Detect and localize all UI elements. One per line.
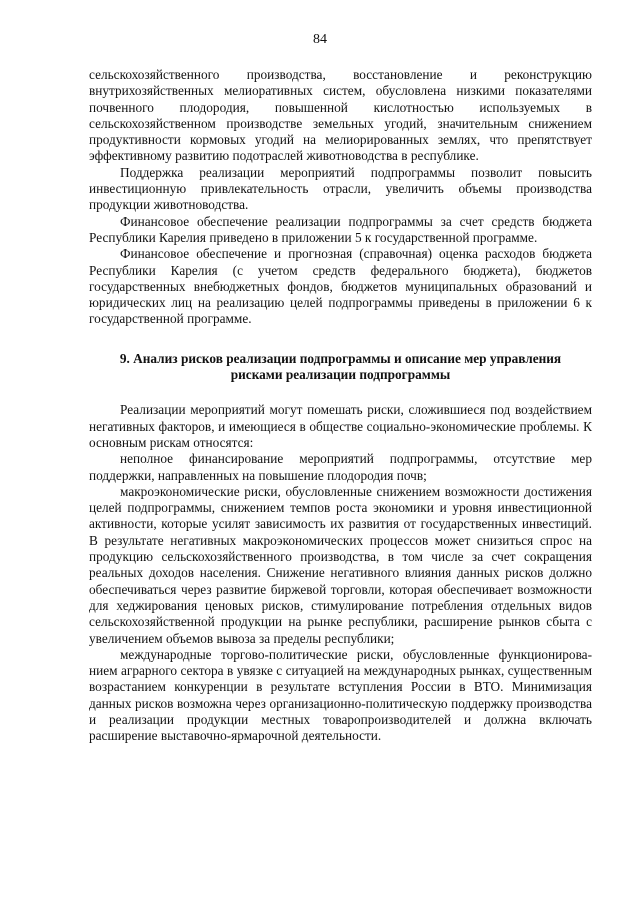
list-item: международные торгово-политические риски, обусловленные функционирова-нием аграрного сектора в увязке с ситуацией на международных рынках, существенным возрастанием конкуренции в результате вступления России в ВТО. Минимизация данных рисков возможна через организационно-политическую поддержку производства и реализации продукции местных товаропроизводителей и должна включать расширение выставочно-ярмарочной деятельности. bbox=[89, 646, 592, 744]
paragraph: Поддержка реализации мероприятий подпрограммы позволит повысить инвестиционную привлекательность отрасли, увеличить объемы производства продукции животноводства. bbox=[89, 164, 592, 213]
paragraph: Финансовое обеспечение и прогнозная (справочная) оценка расходов бюджета Республики Карелия (с учетом средств федерального бюджета), бюджетов государственных внебюджетных фондов, бюджетов муниципальных образований и юридических лиц на реализацию целей подпрограммы приведены в приложении 6 к государственной программе. bbox=[89, 246, 592, 327]
paragraph: Финансовое обеспечение реализации подпрограммы за счет средств бюджета Республики Карелия приведено в приложении 5 к государственной программе. bbox=[89, 213, 592, 245]
list-item: неполное финансирование мероприятий подпрограммы, отсутствие мер поддержки, направленных на повышение плодородия почв; bbox=[89, 451, 592, 483]
page-body bbox=[89, 67, 592, 745]
paragraph: сельскохозяйственного производства, восстановление и реконструкцию внутрихозяйственных мелиоративных систем, обусловлена низкими показателями почвенного плодородия, повышенной кислотностью используемых в сельскохозяйственном производстве земельных угодий, значительным снижением продуктивности кормовых угодий на мелиорированных землях, что препятствует эффективному развитию подотраслей животноводства в республике. bbox=[89, 67, 592, 164]
spacer bbox=[89, 383, 592, 402]
list-item: макроэкономические риски, обусловленные снижением возможности достижения целей подпрограммы, снижением темпов роста экономики и уровня инвестиционной активности, которые усилят зависимость их развития от государственных инвестиций. В результате негативных макроэкономических процессов может снизиться спрос на продукцию сельскохозяйственного производства, в том числе за счет сокращения реальных доходов населения. Снижение негативного влияния данных рисков должно обеспечиваться через развитие биржевой торговли, которая обеспечивает возможности для хеджирования ценовых рисков, стимулирование потребления отдельных видов сельскохозяйственной продукции на рынке республики, расширение рынков сбыта с увеличением объемов вывоза за пределы республики; bbox=[89, 483, 592, 646]
section-heading-line-1: 9. Анализ рисков реализации подпрограммы и описание мер управления bbox=[119, 350, 562, 366]
paragraph: Реализации мероприятий могут помешать риски, сложившиеся под воздействием негативных факторов, и имеющиеся в обществе социально-экономические проблемы. К основным рискам относятся: bbox=[89, 402, 592, 450]
section-heading bbox=[89, 351, 592, 384]
spacer bbox=[89, 328, 592, 351]
section-heading-line-2: рисками реализации подпрограммы bbox=[230, 367, 451, 383]
page-number: 84 bbox=[313, 32, 327, 47]
